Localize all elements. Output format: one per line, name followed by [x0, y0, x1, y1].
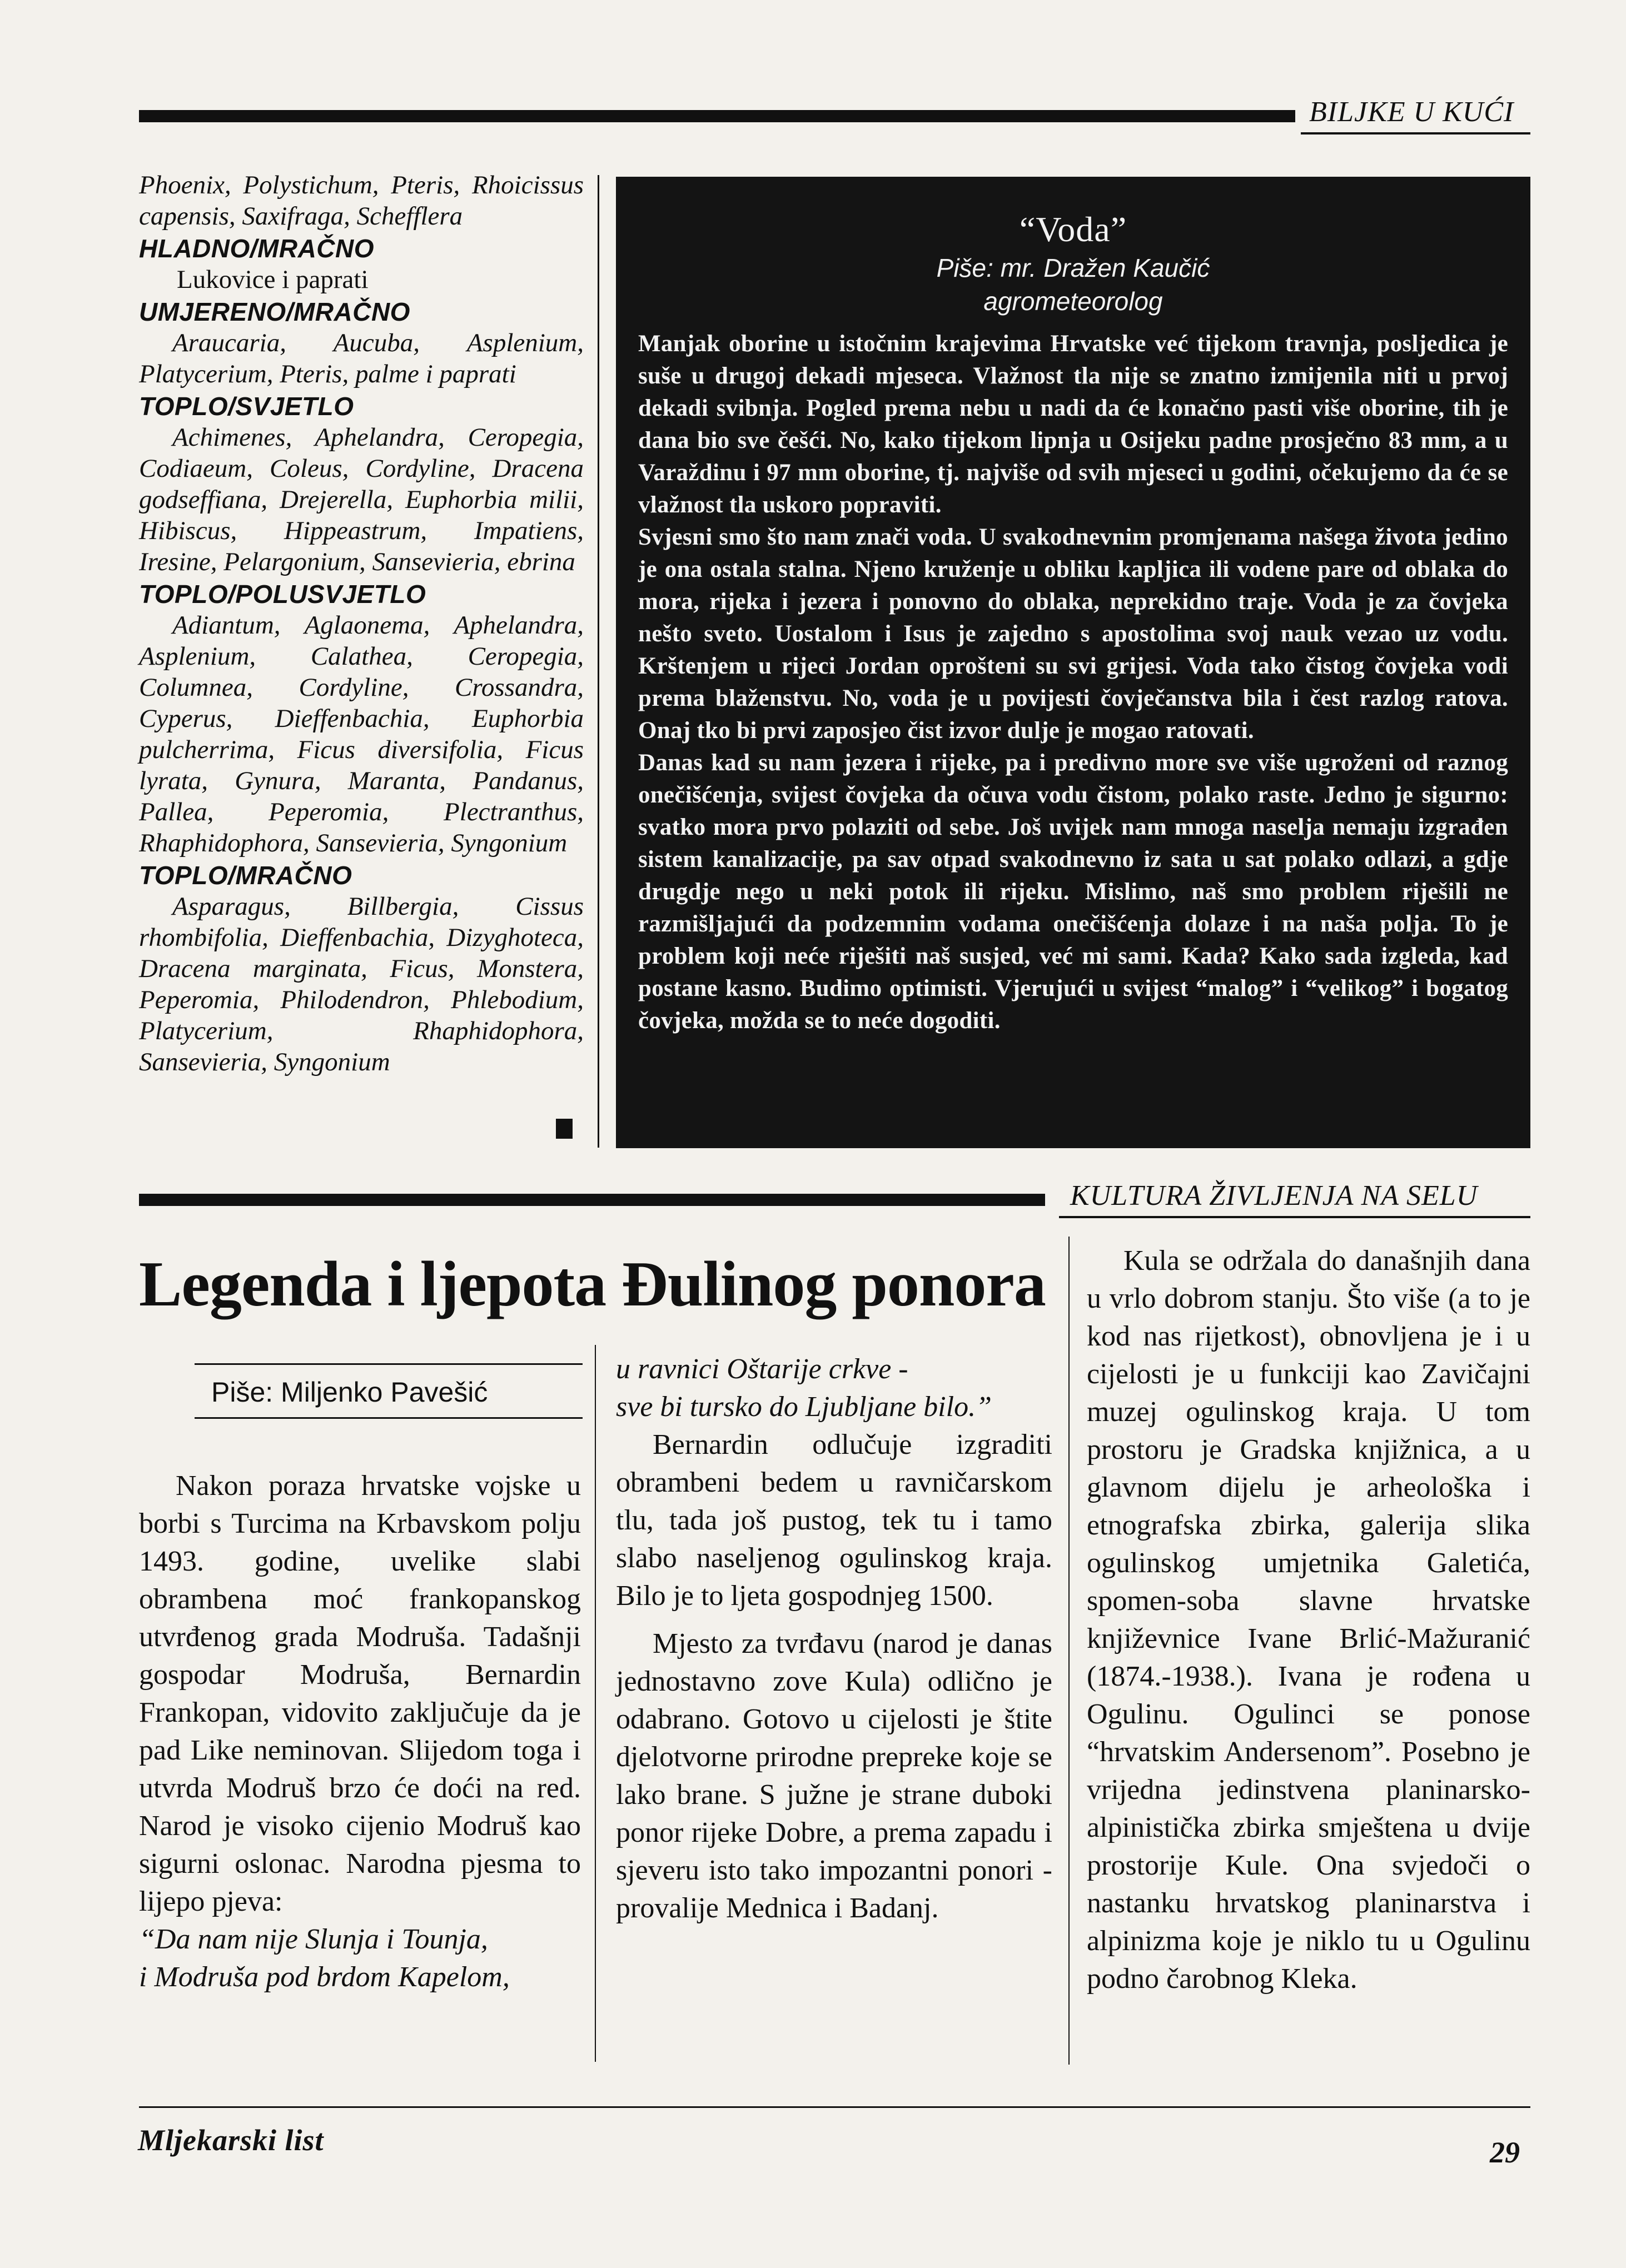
column-divider — [598, 175, 599, 1148]
section-label-mid: KULTURA ŽIVLJENJA NA SELU — [1070, 1180, 1478, 1212]
plant-group-heading: TOPLO/POLUSVJETLO — [139, 580, 426, 609]
header-rule-thick — [139, 110, 1295, 122]
article-column-2 — [616, 1350, 1052, 1927]
plant-group-species: Adiantum, Aglaonema, Aphelandra, Asplenium, Calathea, Ceropegia, Columnea, Cordyline, Crossandra, Cyperus, Dieffenbachia, Euphorbia pulcherrima, Ficus diversifolia, Ficus lyrata, Gynura, Maranta, Pandanus, Pallea, Peperomia, Plectranthus, Rhaphidophora, Sansevieria, Syngonium — [139, 611, 584, 858]
section-rule-thin — [1059, 1216, 1530, 1218]
article-paragraph: Nakon poraza hrvatske vojske u borbi s Turcima na Krbavskom polju 1493. godine, uvelike slabi obrambena moć frankopanskog utvrđenog grada Modruša. Tadašnji gospodar Modruša, Bernardin Frankopan, vidovito zaključuje da je pad Like neminovan. Slijedom toga i utvrda Modruš brzo će doći na red. Narod je visoko cijenio Modruš kao sigurni oslonac. Narodna pjesma to lijepo pjeva: — [139, 1470, 581, 1917]
section-label-top: BILJKE U KUĆI — [1309, 96, 1514, 128]
footer-rule — [139, 2106, 1530, 2108]
article-paragraph: Bernardin odlučuje izgraditi obrambeni bedem u ravničarskom tlu, tada još pustog, tek tu i tamo slabo naseljenog ogulinskog kraja. Bilo je to ljeta gospodnjeg 1500. — [616, 1429, 1052, 1612]
voda-box — [616, 177, 1530, 1148]
voda-paragraph: Danas kad su nam jezera i rijeke, pa i predivno more sve više ugroženi od raznog onečišćenja, svijest čovjeka da očuva vodu čistom, polako raste. Jedno je sigurno: svatko mora prvo polaziti od sebe. Još uvijek nam mnoga naselja nemaju izgrađen sistem kanalizacije, pa sav otpad svakodnevno iz sata u sat polako odlazi, a gdje drugdje nego u neki potok ili rijeku. Mislimo, naš smo problem riješili ne razmišljajući da podzemnim vodama onečišćenja dolaze i na naša polja. To je problem koji neće riješiti naš susjed, već mi sami. Kada? Kako sada izgleda, kad postane kasno. Budimo optimisti. Vjerujući u svijest “malog” i “velikog” i bogatog čovjeka, možda se to neće dogoditi. — [638, 750, 1508, 1034]
plant-group-species: Asparagus, Billbergia, Cissus rhombifolia, Dieffenbachia, Dizyghoteca, Dracena marginata, Ficus, Monstera, Peperomia, Philodendron, Phlebodium, Platycerium, Rhaphidophora, Sansevieria, Syngonium — [139, 892, 584, 1076]
article-quote-line: u ravnici Oštarije crkve - — [616, 1353, 908, 1385]
voda-author: Piše: mr. Dražen Kaučić — [936, 253, 1210, 282]
section-rule-thick — [139, 1194, 1045, 1206]
plant-group-heading: UMJERENO/MRAČNO — [139, 297, 410, 326]
plant-group-heading: TOPLO/MRAČNO — [139, 861, 352, 890]
page-number: 29 — [1490, 2136, 1520, 2169]
column-divider — [595, 1345, 596, 2062]
author-rule-bottom — [195, 1417, 583, 1419]
voda-paragraph: Manjak oborine u istočnim krajevima Hrvatske već tijekom travnja, posljedica je suše u drugoj dekadi mjeseca. Vlažnost tla nije se znatno izmijenila niti u prvoj dekadi svibnja. Pogled prema nebu u nadi da će konačno pasti više oborine, tih je dana bio sve češći. No, kako tijekom lipnja u Osijeku padne prosječno 83 mm, a u Varaždinu i 97 mm oborine, tj. najviše od svih mjeseci u godini, očekujemo da će se vlažnost tla uskoro popraviti. — [638, 331, 1508, 518]
voda-title: “Voda” — [1019, 210, 1127, 249]
article-author: Piše: Miljenko Pavešić — [211, 1377, 488, 1408]
article-column-1 — [139, 1467, 581, 1996]
author-rule-top — [195, 1363, 583, 1365]
voda-author-role: agrometeorolog — [983, 287, 1163, 316]
article-paragraph: Kula se održala do današnjih dana u vrlo dobrom stanju. Što više (a to je kod nas rijetkost), obnovljena je i u cijelosti je u funkciji kao Zavičajni muzej ogulinskog kraja. U tom prostoru je Gradska knjižnica, a u glavnom dijelu je arheološka i etnografska zbirka, galerija slika ogulinskog umjetnika Galetića, spomen-soba slavne hrvatske književnice Ivane Brlić-Mažuranić (1874.-1938.). Ivana je rođena u Ogulinu. Ogulinci se ponose “hrvatskim Andersenom”. Posebno je vrijedna jedinstvena planinarsko-alpinistička zbirka smještena u dvije prostorije Kule. Ona svjedoči o nastanku hrvatskog planinarstva i alpinizma koje je niklo tu u Ogulinu podno čarobnog Kleka. — [1087, 1245, 1530, 1995]
plant-group-heading: HLADNO/MRAČNO — [139, 234, 375, 263]
article-quote-line: “Da nam nije Slunja i Tounja, — [139, 1923, 488, 1955]
plant-group-species: Lukovice i paprati — [177, 265, 369, 294]
article-quote-line: i Modruša pod brdom Kapelom, — [139, 1961, 510, 1993]
header-rule-thin — [1301, 132, 1530, 134]
article-paragraph: Mjesto za tvrđavu (narod je danas jednostavno zove Kula) odlično je odabrano. Gotovo u cijelosti je štite djelotvorne prirodne prepreke koje se lako brane. S južne je strane duboki ponor rijeke Dobre, a prema zapadu i sjeveru isto tako impozantni ponori - provalije Mednica i Badanj. — [616, 1628, 1052, 1924]
article-column-3 — [1087, 1242, 1530, 1998]
plant-intro-species: Phoenix, Polystichum, Pteris, Rhoicissus capensis, Saxifraga, Schefflera — [139, 171, 584, 231]
column-divider — [1068, 1237, 1070, 2065]
voda-paragraph: Svjesni smo što nam znači voda. U svakodnevnim promjenama našega života jedino je ona ostala stalna. Njeno kruženje u obliku kapljica ili vodene pare od oblaka do mora, rijeka i jezera i ponovno do oblaka, neprekidno traje. Voda je za čovjeka nešto sveto. Uostalom i Isus je zajedno s apostolima svoj nauk vezao uz vodu. Krštenjem u rijeci Jordan oprošteni su svi grijesi. Voda tako čistog čovjeka vodi prema blaženstvu. No, voda je u povijesti čovječanstva bila i čest razlog ratova. Onaj tko bi prvi zaposjeo čist izvor dulje je mogao ratovati. — [638, 524, 1508, 744]
plant-group-heading: TOPLO/SVJETLO — [139, 392, 354, 421]
plant-list — [139, 170, 584, 1078]
plant-group-species: Achimenes, Aphelandra, Ceropegia, Codiaeum, Coleus, Cordyline, Dracena godseffiana, Drejerella, Euphorbia milii, Hibiscus, Hippeastrum, Impatiens, Iresine, Pelargonium, Sansevieria, ebrina — [139, 423, 584, 576]
article-quote-line: sve bi tursko do Ljubljane bilo.” — [616, 1391, 992, 1423]
voda-body — [638, 328, 1508, 1037]
end-of-article-mark — [556, 1119, 573, 1139]
publication-name: Mljekarski list — [138, 2124, 324, 2157]
plant-group-species: Araucaria, Aucuba, Asplenium, Platycerium, Pteris, palme i paprati — [139, 328, 584, 388]
article-headline: Legenda i ljepota Đulinog ponora — [139, 1249, 1046, 1320]
